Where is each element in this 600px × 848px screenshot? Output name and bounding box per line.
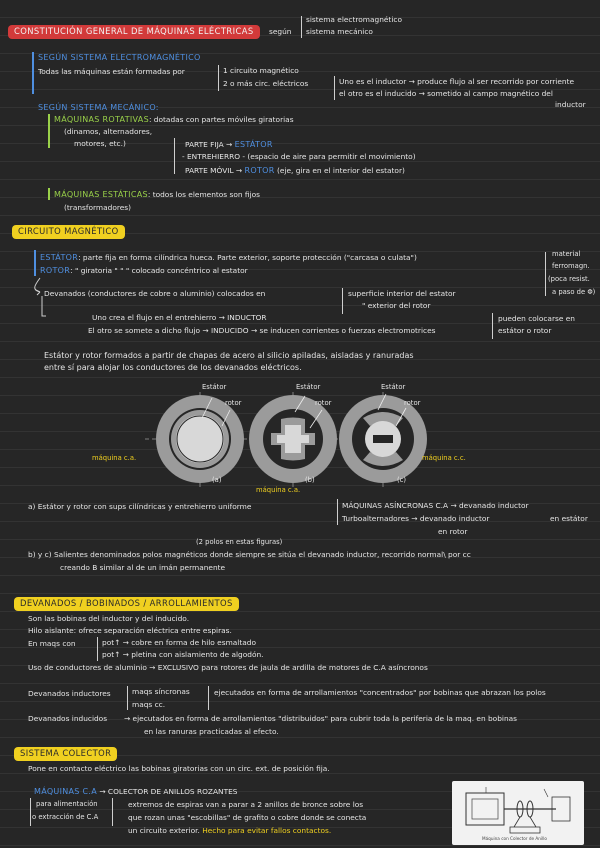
colector-line: Pone en contacto eléctrico las bobinas giratorias con un circ. ext. de posición fija. [28, 764, 330, 773]
electromag-line: Todas las máquinas están formadas por [38, 67, 185, 76]
bracket [174, 138, 175, 174]
image-caption: Máquina con Colector de Anillo [482, 836, 547, 841]
estaticas-example: (transformadores) [64, 203, 132, 212]
bracket [492, 313, 493, 339]
estator-row: ESTÁTOR: parte fija en forma cilíndrica hueca. Parte exterior, soporte protección ("carcasa o culata") [40, 253, 417, 262]
inducido-line: El otro se somete a dicho flujo → INDUCIDO → se inducen corrientes o fuerzas electromotrices [88, 326, 436, 335]
branch-arrow-icon [28, 276, 46, 322]
devanados-title: DEVANADOS / BOBINADOS / ARROLLAMIENTOS [14, 597, 239, 611]
header-option-1: sistema electromagnético [306, 15, 402, 24]
colector-maq-row: MÁQUINAS C.A → COLECTOR DE ANILLOS ROZANTES [34, 787, 238, 796]
rotativas-desc: : dotadas con partes móviles giratorias [148, 115, 294, 124]
note-bc-2: creando B similar al de un imán permanente [60, 563, 226, 572]
inducidos-label: Devanados inducidos [28, 714, 108, 723]
segun-label: según [269, 27, 292, 36]
colector-title: SISTEMA COLECTOR [14, 747, 117, 761]
bracket [127, 686, 128, 710]
devanados-l4: Uso de conductores de aluminio → EXCLUSIVO para rotores de jaula de ardilla de motores de C.A asíncronos [28, 663, 428, 672]
fig-label-rotor-a: rotor [225, 399, 242, 407]
fig-label-rotor-c: rotor [404, 399, 421, 407]
bracket [301, 16, 302, 38]
bracket [545, 252, 546, 296]
fig-label-estator-a: Estátor [202, 383, 227, 391]
maquina-ca-left: máquina c.a. [92, 454, 137, 462]
electromag-d1: Uno es el inductor → produce flujo al ser recorrido por corriente [339, 77, 575, 86]
rotor-term: ROTOR [244, 166, 275, 175]
bracket [334, 76, 335, 100]
estaticas-row [54, 190, 260, 200]
devanados-l3a: pot↑ → cobre en forma de hilo esmaltado [102, 638, 257, 647]
inductores-m2: maqs cc. [132, 700, 166, 709]
machine-c [339, 395, 427, 483]
page-title: CONSTITUCIÓN GENERAL DE MÁQUINAS ELÉCTRICAS [8, 25, 260, 39]
bracket [342, 288, 343, 314]
estator-label: ESTÁTOR [40, 253, 79, 262]
devanados-l1: Son las bobinas del inductor y del inducido. [28, 614, 190, 623]
material-2: ferromagn. [552, 262, 590, 270]
header-option-2: sistema mecánico [306, 27, 373, 36]
devanados-l3b: pot↑ → pletina con aislamiento de algodón. [102, 650, 264, 659]
rotativas-example-1: (dinamos, alternadores, [64, 127, 153, 136]
devanados-l2: Hilo aislante: ofrece separación eléctrica entre espiras. [28, 626, 232, 635]
parte-fija: PARTE FIJA → ESTÁTOR [185, 140, 273, 149]
section-accent-bar [48, 188, 50, 200]
section-accent-bar [34, 250, 36, 276]
inducidos-desc-2: en las ranuras practicadas al efecto. [144, 727, 279, 736]
parte-movil: PARTE MÓVIL → ROTOR (eje, gira en el interior del estator) [185, 166, 405, 175]
rotativas-example-2: motores, etc.) [74, 139, 126, 148]
devanados-line: Devanados (conductores de cobre o aluminio) colocados en [44, 289, 266, 298]
mecanico-title: SEGÚN SISTEMA MECÁNICO: [38, 103, 159, 112]
bracket [337, 499, 338, 525]
section-accent-bar [48, 114, 50, 148]
material-4: a paso de Φ) [552, 288, 596, 296]
section-accent-bar [32, 52, 34, 94]
colector-p2: o extracción de C.A [32, 813, 99, 821]
rotor-label: ROTOR [40, 266, 71, 275]
material-3: (poca resist. [548, 275, 590, 283]
polos-note: (2 polos en estas figuras) [196, 538, 283, 546]
colector-d3-row: un circuito exterior. Hecho para evitar fallos contactos. [128, 826, 332, 835]
inductores-label: Devanados inductores [28, 689, 111, 698]
maquinas-ca-label: MÁQUINAS C.A [34, 787, 98, 796]
rotor-row: ROTOR: " giratoria " " " colocado concéntrico al estator [40, 266, 248, 275]
rotativas-label: MÁQUINAS ROTATIVAS [54, 115, 149, 124]
maquina-ca-mid: máquina c.a. [256, 486, 301, 494]
maquina-cc: máquina c.c. [422, 454, 466, 462]
machine-a [156, 395, 244, 483]
note-bc-1: b) y c) Salientes denominados polos magnéticos donde siempre se sitúa el devanado inductor, recorrido normal\ por cc [28, 550, 471, 559]
bracket [208, 686, 209, 710]
superficie-2: " exterior del rotor [362, 301, 431, 310]
chapas-line-1: Estátor y rotor formados a partir de chapas de acero al silicio apiladas, aisladas y ranuradas [44, 351, 414, 360]
colector-p1: para alimentación [36, 800, 98, 808]
devanados-l3: En maqs con [28, 639, 76, 648]
slip-ring-machine-image [452, 781, 584, 845]
inducidos-desc-1: → ejecutados en forma de arrollamientos "distribuidos" para cubrir toda la periferia de la maq. en bobinas [124, 714, 518, 723]
machine-cross-sections-figure [130, 378, 430, 496]
electromag-c2: 2 o más circ. eléctricos [223, 79, 309, 88]
fig-label-estator-c: Estátor [381, 383, 406, 391]
note-a: a) Estátor y rotor con sups cilíndricas y entrehierro uniforme [28, 502, 252, 511]
caption-a: (a) [212, 476, 222, 484]
fig-label-rotor-b: rotor [315, 399, 332, 407]
asincronas-2: en estátor [550, 514, 588, 523]
inductores-m1: maqs síncronas [132, 687, 190, 696]
hecho-note: Hecho para evitar fallos contactos. [202, 826, 332, 835]
inductores-desc: ejecutados en forma de arrollamientos "concentrados" por bobinas que abrazan los polos [214, 688, 546, 697]
bracket [30, 798, 31, 826]
bracket [97, 637, 98, 661]
circuito-title: CIRCUITO MAGNÉTICO [12, 225, 125, 239]
asincronas: MÁQUINAS ASÍNCRONAS C.A → devanado inductor [342, 501, 529, 510]
superficie-1: superficie interior del estator [348, 289, 456, 298]
electromag-d3: inductor [555, 100, 586, 109]
chapas-line-2: entre sí para alojar los conductores de los devanados eléctricos. [44, 363, 302, 372]
turbo-2: en rotor [438, 527, 468, 536]
electromag-c1: 1 circuito magnético [223, 66, 299, 75]
colector-d2: que rozan unas "escobillas" de grafito o cobre donde se conecta [128, 813, 367, 822]
colector-d1: extremos de espiras van a parar a 2 anillos de bronce sobre los [128, 800, 364, 809]
estator-term: ESTÁTOR [234, 140, 273, 149]
entrehierro: - ENTREHIERRO - (espacio de aire para permitir el movimiento) [182, 152, 416, 161]
pueden-1: pueden colocarse en [498, 314, 575, 323]
caption-c: (c) [397, 476, 407, 484]
electromag-d2: el otro es el inducido → sometido al campo magnético del [339, 89, 553, 98]
bracket [218, 65, 219, 91]
machine-b [249, 395, 337, 483]
estaticas-label: MÁQUINAS ESTÁTICAS [54, 190, 148, 199]
rotativas-row [54, 115, 294, 125]
bracket [112, 798, 113, 826]
material-1: material [552, 250, 581, 258]
inductor-line: Uno crea el flujo en el entrehierro → INDUCTOR [92, 313, 267, 322]
fig-label-estator-b: Estátor [296, 383, 321, 391]
electromag-title: SEGÚN SISTEMA ELECTROMAGNÉTICO [38, 53, 201, 62]
pueden-2: estátor o rotor [498, 326, 552, 335]
turbo: Turboalternadores → devanado inductor [342, 514, 490, 523]
caption-b: (b) [305, 476, 315, 484]
estaticas-desc: : todos los elementos son fijos [147, 190, 260, 199]
